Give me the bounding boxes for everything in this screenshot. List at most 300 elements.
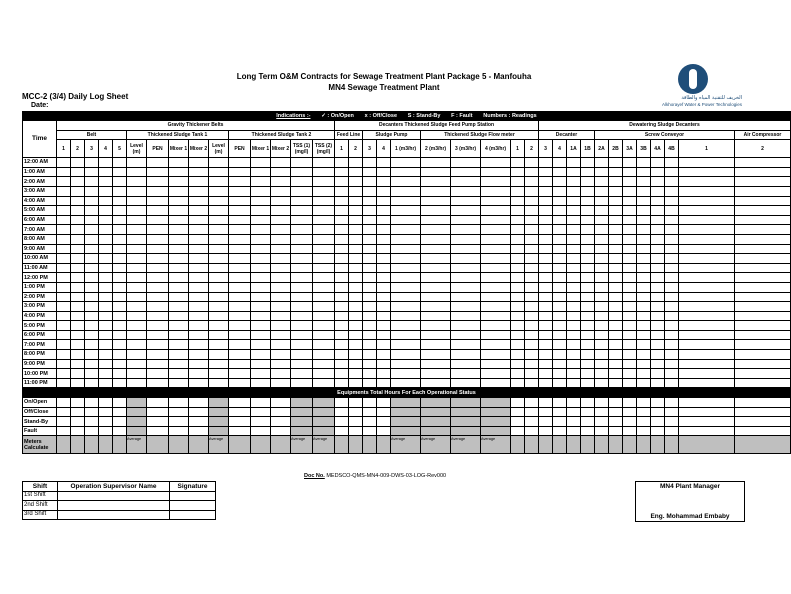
log-cell[interactable] [391,225,421,235]
log-cell[interactable] [57,292,71,302]
log-cell[interactable] [291,302,313,312]
log-cell[interactable] [99,196,113,206]
log-cell[interactable] [511,378,525,388]
log-cell[interactable] [363,378,377,388]
log-cell[interactable] [57,378,71,388]
log-cell[interactable] [113,263,127,273]
status-cell[interactable] [85,417,99,427]
status-cell[interactable] [735,417,791,427]
status-cell[interactable] [147,426,169,436]
log-cell[interactable] [189,282,209,292]
log-cell[interactable] [377,369,391,379]
log-cell[interactable] [637,369,651,379]
log-cell[interactable] [113,378,127,388]
log-cell[interactable] [581,359,595,369]
log-cell[interactable] [595,167,609,177]
status-cell[interactable] [595,407,609,417]
log-cell[interactable] [637,302,651,312]
log-cell[interactable] [169,340,189,350]
log-cell[interactable] [85,263,99,273]
log-cell[interactable] [71,369,85,379]
log-cell[interactable] [623,330,637,340]
log-cell[interactable] [525,340,539,350]
log-cell[interactable] [377,158,391,168]
log-cell[interactable] [377,254,391,264]
log-cell[interactable] [363,215,377,225]
log-cell[interactable] [271,186,291,196]
log-cell[interactable] [377,282,391,292]
status-cell[interactable] [363,426,377,436]
log-cell[interactable] [391,234,421,244]
log-cell[interactable] [147,225,169,235]
log-cell[interactable] [377,206,391,216]
log-cell[interactable] [271,254,291,264]
log-cell[interactable] [271,244,291,254]
log-cell[interactable] [581,225,595,235]
log-cell[interactable] [313,292,335,302]
log-cell[interactable] [313,359,335,369]
log-cell[interactable] [553,321,567,331]
status-cell[interactable] [637,407,651,417]
log-cell[interactable] [147,158,169,168]
log-cell[interactable] [209,196,229,206]
log-cell[interactable] [335,263,349,273]
log-cell[interactable] [147,359,169,369]
log-cell[interactable] [735,263,791,273]
log-cell[interactable] [609,225,623,235]
log-cell[interactable] [335,350,349,360]
log-cell[interactable] [391,206,421,216]
log-cell[interactable] [609,158,623,168]
status-cell[interactable] [511,417,525,427]
log-cell[interactable] [609,378,623,388]
log-cell[interactable] [665,302,679,312]
log-cell[interactable] [85,254,99,264]
log-cell[interactable] [71,196,85,206]
status-cell[interactable] [363,407,377,417]
log-cell[interactable] [169,350,189,360]
log-cell[interactable] [169,311,189,321]
status-cell[interactable] [567,426,581,436]
log-cell[interactable] [229,330,251,340]
status-cell[interactable] [57,407,71,417]
log-cell[interactable] [421,167,451,177]
log-cell[interactable] [609,311,623,321]
log-cell[interactable] [169,302,189,312]
status-cell[interactable] [99,407,113,417]
status-cell[interactable] [651,417,665,427]
log-cell[interactable] [335,273,349,283]
log-cell[interactable] [335,302,349,312]
supervisor-name-field[interactable] [58,491,170,501]
log-cell[interactable] [271,177,291,187]
log-cell[interactable] [71,302,85,312]
log-cell[interactable] [127,369,147,379]
log-cell[interactable] [539,254,553,264]
log-cell[interactable] [623,263,637,273]
log-cell[interactable] [291,359,313,369]
log-cell[interactable] [539,273,553,283]
log-cell[interactable] [335,244,349,254]
log-cell[interactable] [189,196,209,206]
log-cell[interactable] [581,273,595,283]
status-cell[interactable] [665,417,679,427]
log-cell[interactable] [609,234,623,244]
log-cell[interactable] [421,244,451,254]
log-cell[interactable] [209,340,229,350]
log-cell[interactable] [623,215,637,225]
log-cell[interactable] [511,225,525,235]
log-cell[interactable] [451,206,481,216]
status-cell[interactable] [71,417,85,427]
log-cell[interactable] [539,225,553,235]
log-cell[interactable] [567,273,581,283]
log-cell[interactable] [451,263,481,273]
log-cell[interactable] [525,369,539,379]
log-cell[interactable] [451,330,481,340]
log-cell[interactable] [637,215,651,225]
log-cell[interactable] [665,330,679,340]
log-cell[interactable] [391,177,421,187]
status-cell[interactable] [553,398,567,408]
log-cell[interactable] [735,186,791,196]
log-cell[interactable] [271,206,291,216]
log-cell[interactable] [391,378,421,388]
log-cell[interactable] [57,158,71,168]
log-cell[interactable] [251,215,271,225]
log-cell[interactable] [169,273,189,283]
log-cell[interactable] [595,177,609,187]
log-cell[interactable] [735,321,791,331]
status-cell[interactable] [735,398,791,408]
log-cell[interactable] [363,340,377,350]
log-cell[interactable] [481,186,511,196]
log-cell[interactable] [99,273,113,283]
log-cell[interactable] [539,359,553,369]
log-cell[interactable] [127,225,147,235]
status-cell[interactable] [609,417,623,427]
log-cell[interactable] [511,177,525,187]
log-cell[interactable] [567,292,581,302]
log-cell[interactable] [229,254,251,264]
log-cell[interactable] [539,186,553,196]
log-cell[interactable] [71,292,85,302]
log-cell[interactable] [665,158,679,168]
log-cell[interactable] [71,273,85,283]
status-cell[interactable] [377,407,391,417]
log-cell[interactable] [553,263,567,273]
log-cell[interactable] [209,273,229,283]
log-cell[interactable] [391,167,421,177]
log-cell[interactable] [209,234,229,244]
log-cell[interactable] [127,196,147,206]
log-cell[interactable] [85,359,99,369]
log-cell[interactable] [85,369,99,379]
log-cell[interactable] [229,186,251,196]
log-cell[interactable] [567,330,581,340]
status-cell[interactable] [99,417,113,427]
log-cell[interactable] [113,225,127,235]
log-cell[interactable] [421,311,451,321]
log-cell[interactable] [335,186,349,196]
log-cell[interactable] [57,273,71,283]
log-cell[interactable] [581,263,595,273]
log-cell[interactable] [679,167,735,177]
log-cell[interactable] [609,359,623,369]
log-cell[interactable] [229,215,251,225]
log-cell[interactable] [229,321,251,331]
log-cell[interactable] [251,158,271,168]
log-cell[interactable] [609,330,623,340]
log-cell[interactable] [451,321,481,331]
log-cell[interactable] [71,206,85,216]
log-cell[interactable] [679,311,735,321]
log-cell[interactable] [113,369,127,379]
log-cell[interactable] [567,225,581,235]
log-cell[interactable] [511,350,525,360]
status-cell[interactable] [553,407,567,417]
log-cell[interactable] [623,196,637,206]
log-cell[interactable] [57,225,71,235]
log-cell[interactable] [85,273,99,283]
log-cell[interactable] [595,196,609,206]
log-cell[interactable] [553,359,567,369]
log-cell[interactable] [377,302,391,312]
status-cell[interactable] [623,426,637,436]
log-cell[interactable] [271,311,291,321]
log-cell[interactable] [363,206,377,216]
log-cell[interactable] [363,244,377,254]
log-cell[interactable] [271,321,291,331]
status-cell[interactable] [169,426,189,436]
log-cell[interactable] [99,340,113,350]
log-cell[interactable] [451,311,481,321]
log-cell[interactable] [147,206,169,216]
log-cell[interactable] [451,282,481,292]
log-cell[interactable] [349,321,363,331]
log-cell[interactable] [735,350,791,360]
log-cell[interactable] [71,167,85,177]
log-cell[interactable] [623,177,637,187]
log-cell[interactable] [271,359,291,369]
log-cell[interactable] [539,244,553,254]
status-cell[interactable] [271,426,291,436]
log-cell[interactable] [581,340,595,350]
log-cell[interactable] [363,302,377,312]
status-cell[interactable] [229,426,251,436]
log-cell[interactable] [85,196,99,206]
log-cell[interactable] [99,254,113,264]
log-cell[interactable] [651,302,665,312]
log-cell[interactable] [377,273,391,283]
log-cell[interactable] [313,225,335,235]
log-cell[interactable] [421,177,451,187]
log-cell[interactable] [735,282,791,292]
log-cell[interactable] [209,158,229,168]
log-cell[interactable] [651,292,665,302]
status-cell[interactable] [271,398,291,408]
log-cell[interactable] [735,225,791,235]
log-cell[interactable] [609,350,623,360]
log-cell[interactable] [735,378,791,388]
log-cell[interactable] [127,215,147,225]
log-cell[interactable] [651,206,665,216]
log-cell[interactable] [251,302,271,312]
log-cell[interactable] [147,321,169,331]
log-cell[interactable] [71,350,85,360]
status-cell[interactable] [511,407,525,417]
log-cell[interactable] [127,206,147,216]
log-cell[interactable] [271,167,291,177]
log-cell[interactable] [85,378,99,388]
log-cell[interactable] [391,302,421,312]
log-cell[interactable] [391,282,421,292]
log-cell[interactable] [451,359,481,369]
log-cell[interactable] [363,282,377,292]
log-cell[interactable] [511,263,525,273]
log-cell[interactable] [127,321,147,331]
log-cell[interactable] [127,340,147,350]
log-cell[interactable] [229,273,251,283]
log-cell[interactable] [651,369,665,379]
log-cell[interactable] [595,321,609,331]
log-cell[interactable] [291,378,313,388]
log-cell[interactable] [665,234,679,244]
log-cell[interactable] [679,369,735,379]
log-cell[interactable] [169,263,189,273]
status-cell[interactable] [335,407,349,417]
log-cell[interactable] [271,302,291,312]
log-cell[interactable] [291,311,313,321]
log-cell[interactable] [99,186,113,196]
log-cell[interactable] [637,359,651,369]
log-cell[interactable] [637,321,651,331]
log-cell[interactable] [127,302,147,312]
log-cell[interactable] [665,282,679,292]
log-cell[interactable] [539,167,553,177]
log-cell[interactable] [335,234,349,244]
log-cell[interactable] [609,206,623,216]
status-cell[interactable] [113,398,127,408]
log-cell[interactable] [85,206,99,216]
log-cell[interactable] [335,340,349,350]
log-cell[interactable] [349,273,363,283]
log-cell[interactable] [421,369,451,379]
log-cell[interactable] [169,244,189,254]
log-cell[interactable] [85,350,99,360]
log-cell[interactable] [481,330,511,340]
log-cell[interactable] [113,330,127,340]
log-cell[interactable] [271,234,291,244]
log-cell[interactable] [451,350,481,360]
log-cell[interactable] [391,292,421,302]
log-cell[interactable] [349,359,363,369]
log-cell[interactable] [349,263,363,273]
log-cell[interactable] [511,167,525,177]
log-cell[interactable] [229,359,251,369]
log-cell[interactable] [539,292,553,302]
log-cell[interactable] [85,167,99,177]
log-cell[interactable] [99,263,113,273]
log-cell[interactable] [291,234,313,244]
log-cell[interactable] [481,158,511,168]
log-cell[interactable] [391,340,421,350]
log-cell[interactable] [651,254,665,264]
log-cell[interactable] [313,206,335,216]
log-cell[interactable] [113,196,127,206]
log-cell[interactable] [567,177,581,187]
log-cell[interactable] [637,244,651,254]
log-cell[interactable] [99,292,113,302]
log-cell[interactable] [147,177,169,187]
log-cell[interactable] [99,234,113,244]
log-cell[interactable] [679,206,735,216]
log-cell[interactable] [637,273,651,283]
log-cell[interactable] [377,321,391,331]
log-cell[interactable] [99,350,113,360]
log-cell[interactable] [595,282,609,292]
log-cell[interactable] [391,273,421,283]
log-cell[interactable] [251,378,271,388]
log-cell[interactable] [665,254,679,264]
log-cell[interactable] [71,186,85,196]
status-cell[interactable] [251,417,271,427]
log-cell[interactable] [335,282,349,292]
log-cell[interactable] [363,292,377,302]
log-cell[interactable] [481,321,511,331]
log-cell[interactable] [623,378,637,388]
log-cell[interactable] [377,263,391,273]
log-cell[interactable] [147,302,169,312]
log-cell[interactable] [665,292,679,302]
log-cell[interactable] [451,244,481,254]
log-cell[interactable] [525,186,539,196]
log-cell[interactable] [595,263,609,273]
log-cell[interactable] [251,359,271,369]
log-cell[interactable] [251,321,271,331]
log-cell[interactable] [623,206,637,216]
log-cell[interactable] [623,359,637,369]
log-cell[interactable] [511,196,525,206]
log-cell[interactable] [209,206,229,216]
status-cell[interactable] [377,426,391,436]
log-cell[interactable] [637,330,651,340]
log-cell[interactable] [735,196,791,206]
log-cell[interactable] [209,302,229,312]
status-cell[interactable] [335,417,349,427]
status-cell[interactable] [251,407,271,417]
log-cell[interactable] [581,302,595,312]
log-cell[interactable] [451,273,481,283]
log-cell[interactable] [271,350,291,360]
log-cell[interactable] [567,234,581,244]
log-cell[interactable] [99,359,113,369]
status-cell[interactable] [377,417,391,427]
log-cell[interactable] [511,234,525,244]
log-cell[interactable] [169,359,189,369]
status-cell[interactable] [637,417,651,427]
log-cell[interactable] [71,330,85,340]
log-cell[interactable] [313,186,335,196]
log-cell[interactable] [335,321,349,331]
status-cell[interactable] [271,407,291,417]
log-cell[interactable] [609,244,623,254]
log-cell[interactable] [377,359,391,369]
log-cell[interactable] [169,167,189,177]
log-cell[interactable] [99,282,113,292]
log-cell[interactable] [651,378,665,388]
log-cell[interactable] [229,234,251,244]
